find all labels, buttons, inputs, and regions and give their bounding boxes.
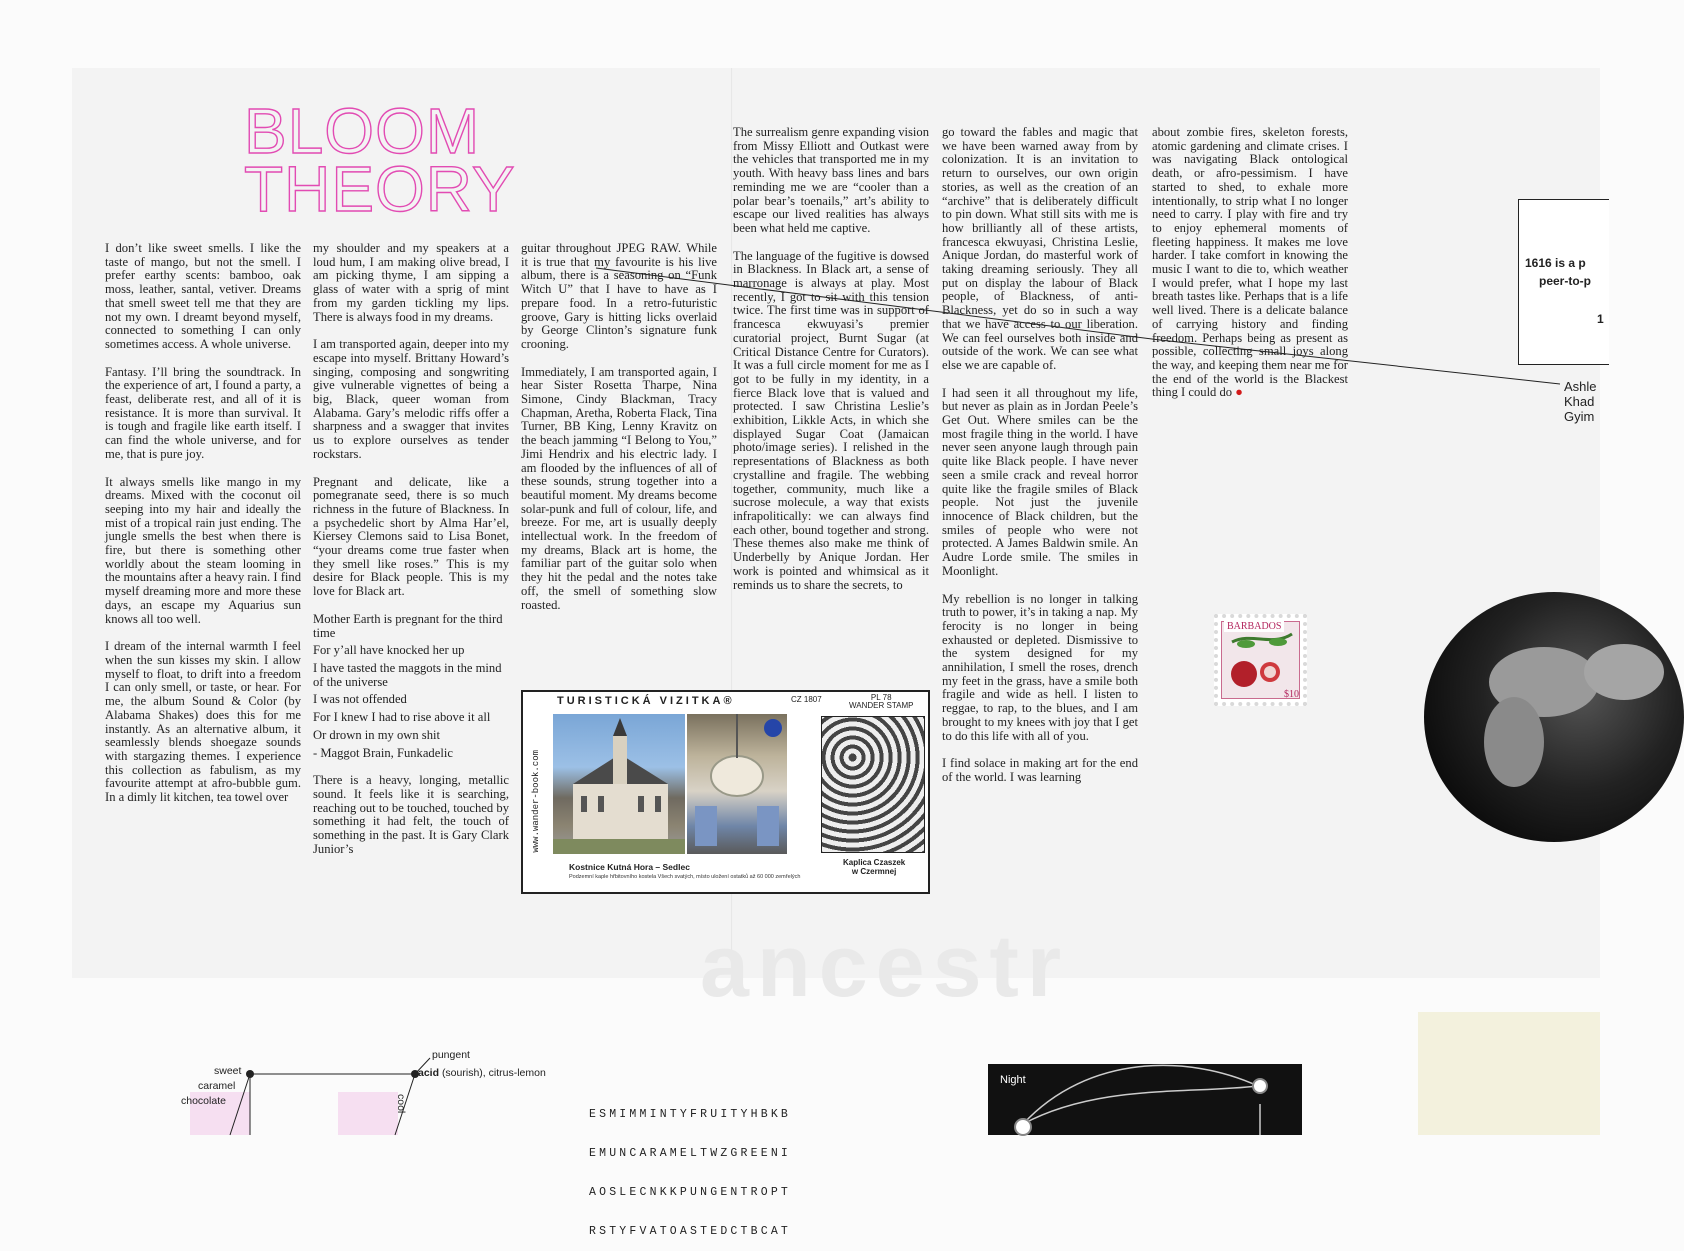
paragraph: The surrealism genre expanding vision from Missy Elliott and Outkast were the vehicles that transported me in my youth. With heavy bass lines and bars reminding me we are “cooler than a polar bear’s toenails,” art’s ability to escape our lived realities has always been what held me captive. <box>733 125 929 235</box>
poem-line: For I knew I had to rise above it all <box>313 710 491 725</box>
side-names <box>1564 379 1597 424</box>
paragraph: I don’t like sweet smells. I like the taste of mango, but not the smell. I prefer earthy scents: bamboo, oak moss, leather, santal, vetiver. Dreams that smell sweet tell me that they are not my own. I dreamt beyond myself, connected to something I can only sometimes access. A whole universe. <box>105 241 301 351</box>
yellow-panel <box>1418 1012 1600 1135</box>
name-line: Ashle <box>1564 379 1597 394</box>
stamp-image <box>1221 621 1300 699</box>
paragraph: Immediately, I am transported again, I hear Sister Rosetta Tharpe, Nina Simone, Cindy Blackman, Tracy Chapman, Aretha, Roberta Flack, Tina Turner, BB King, Lenny Kravitz on the beach jamming “I Belong to You,” Jimi Hendrix and his electric lady. I am flooded by the influences of all of these sounds, strung together into a beautiful moment. My dreams become solar-punk and full of colour, life, and breeze. For me, art is usually deeply intellectual work. In the freedom of my dreams, Black art is home, the familiar part of the guitar solo when they hit the pedal and the notes take off, the smell of something slow roasted. <box>521 364 717 612</box>
word-search-row: AOSLECNKKPUNGENTROPT <box>589 1186 792 1199</box>
title-line-2: THEORY <box>244 153 516 225</box>
word-search-row: RSTYFVATOASTEDCTBCAT <box>589 1225 792 1238</box>
ossuary-photo <box>687 714 787 854</box>
postcard-caption: Kostnice Kutná Hora – Sedlec <box>569 862 690 872</box>
tourist-postcard <box>521 690 930 894</box>
postcard-header <box>523 692 928 710</box>
paragraph: There is a heavy, longing, metallic sound. It feels like it is searching, reaching out to be touched, touched by something it had felt, the touch of something in the past. It is Gary Clark Junior’s <box>313 773 509 856</box>
end-mark-icon: ● <box>1235 385 1243 400</box>
postcard-title: TURISTICKÁ VIZITKA® <box>557 695 735 707</box>
side-info-box <box>1518 199 1609 365</box>
paragraph: My rebellion is no longer in talking truth to power, it’s in taking a nap. My ferocity is no longer in being exhausted or depleted. Dismissive to the system designed for my annihilation, I smell the roses, drench my feet in the grass, have a smile both fragile and wide as hell. I listen to reggae, to rap, to the blues, and I am brought to my knees with joy that I get to do this life with all of you. <box>942 591 1138 743</box>
side-box-line: 1616 is a p <box>1525 256 1586 270</box>
label-acid: acid (sourish), citrus-lemon <box>418 1067 546 1079</box>
label-cool: cool <box>395 1094 407 1114</box>
poem-line: Mother Earth is pregnant for the third time <box>313 611 503 640</box>
side-box-line: peer-to-p <box>1539 274 1591 288</box>
label-caramel: caramel <box>198 1080 236 1092</box>
stamp-value: $10 <box>1284 689 1299 700</box>
cycle-diagram-icon <box>988 1064 1302 1135</box>
church-photo <box>553 714 685 854</box>
chandelier-icon <box>687 714 787 854</box>
label-pungent: pungent <box>432 1049 470 1061</box>
night-diagram-panel <box>988 1064 1302 1135</box>
paragraph: Fantasy. I’ll bring the soundtrack. In the experience of art, I found a party, a feast, deliberate rest, and all of it is resistance. It is more than survival. It is tough and fragile like earth itself. I can find the whole universe, and for me, that is pure joy. <box>105 364 301 461</box>
paragraph: I had seen it all throughout my life, but never as plain as in Jordan Peele’s Get Out. Where smiles can be the most fragile thing in the world. I have never seen anyone laugh through pain quite like Black people. I have never seen a smile crack and reveal horror quite like the fragile smiles of Black people. Not just the juvenile innocence of Black children, but the smiles of people who were not protected. A James Baldwin smile. An Audre Lorde smile. The smiles in Moonlight. <box>942 385 1138 578</box>
paragraph: It always smells like mango in my dreams. Mixed with the coconut oil seeping into my hair and ideally the mist of a tropical rain just ending. The jungle smells the best when there is fire, but there is something other worldly about the steam looming in the mountains after a heavy rain. I find myself dreaming more and more these days, an escape my Aquarius sun knows all too well. <box>105 474 301 626</box>
globe-image <box>1424 592 1684 842</box>
world-map-icon <box>1424 592 1684 842</box>
paragraph: I am transported again, deeper into my escape into myself. Brittany Howard’s singing, composing and songwriting give vulnerable vignettes of being a big, Black, queer woman from Alabama. Gary’s melodic riffs offer a sharpness and a swagger that invites us to explore ourselves as tender rockstars. <box>313 337 509 461</box>
ghost-background-text: ancestr <box>700 916 1070 1015</box>
paragraph: I find solace in making art for the end of the world. I was learning <box>942 756 1138 784</box>
skull-chapel-stamp <box>821 716 925 853</box>
name-line: Khad <box>1564 394 1595 409</box>
postcard-caption-right: Kaplica Czaszek w Czermnej <box>843 858 906 876</box>
poem-line: Or drown in my own shit <box>313 727 440 742</box>
paragraph: guitar throughout JPEG RAW. While it is true that my favourite is his live album, there is a seasoning on “Funk Witch U” that I have to have as I prepare food. In a retro-futuristic groove, Gary is hitting licks overlaid by George Clinton’s signature funk crooning. <box>521 241 717 351</box>
postcard-url: www.wander-book.com <box>531 750 541 853</box>
paragraph: The language of the fugitive is dowsed in Blackness. In Black art, a sense of marronage is always at play. Most recently, I got to sit with this tension twice. The first time was in support of francesca ekwuyasi’s premier curatorial project, Burnt Sugar (at Critical Distance Centre for Curators). It was a full circle moment for me as I got to be fully in my identity, in a fierce Black love that is valued and protected. I saw Christina Leslie’s exhibition, Likkle Acts, in which she displayed Sugar Coat (Jamaican photo/image series). I relished in the representations of Blackness as both crystalline and fragile. The webbing together, community, much like a sucrose molecule, a way that exists infrapolitically: we can always find each other, bound together and strong. These themes also make me think of Underbelly by Anique Jordan. Her work is pointed and whimsical as it reminds us to share the secrets, to <box>733 248 929 592</box>
postcard-caption-small: Podzemní kaple hřbitovního kostela Všech svatých, místo uložení ostatků až 60 000 zemřelých <box>569 874 801 880</box>
flavour-diagram <box>181 1049 560 1135</box>
paragraph: go toward the fables and magic that we have been warned away from by colonization. It is an invitation to return to ourselves, our own origin stories, as well as the creation of an “archive” that is deliberately difficult to pin down. What still sits with me is how brilliantly all of these artists, francesca ekwuyasi, Christina Leslie, Anique Jordan, do masterful work of taking dreaming seriously. They all put on display the labour of Black people, of Blackness, of anti-Blackness, yet do so in such a way that we have access to our liberation. We can feel ourselves both inside and outside of the work. We can see what else we are capable of. <box>942 125 1138 372</box>
label-sweet: sweet <box>214 1065 242 1077</box>
side-box-line: 1 <box>1597 312 1604 326</box>
poem-line: I was not offended <box>313 692 407 707</box>
name-line: Gyim <box>1564 409 1595 424</box>
word-search-grid <box>589 1082 791 1251</box>
poem-line: I have tasted the maggots in the mind of the universe <box>313 660 502 689</box>
label-chocolate: chocolate <box>181 1095 226 1107</box>
stamp-country: BARBADOS <box>1224 621 1284 632</box>
postcard-wander-stamp: PL 78 WANDER STAMP <box>849 693 914 710</box>
poem-attribution: - Maggot Brain, Funkadelic <box>313 745 453 760</box>
word-search-row: EMUNCARAMELTWZGREENI <box>589 1147 792 1160</box>
poem-line: For y’all have knocked her up <box>313 643 465 658</box>
paragraph: I dream of the internal warmth I feel when the sun kisses my skin. I allow myself to float, to drift into a freedom I can only smell, or taste, or hear. For me, the album Sound & Color (by Alabama Shakes) does this for me instantly. As an alternative album, it seamlessly blends shoegaze sounds with stargazing themes. I experience this collection as fabulism, as my favourite attempt at afro-bubble gum. In a dimly lit kitchen, tea towel over <box>105 639 301 805</box>
paragraph-text: about zombie fires, skeleton forests, atomic gardening and climate crises. I was navigating Black ontological death, or afro-pessimism. I have started to shed, to exhale more intentionally, to strip what I no longer need to carry. I play with fire and try to enjoy ephemeral moments of fleeting happiness. It makes me love harder. I take comfort in knowing the music I want to die to, which weather I would prefer, what I hope my last breath tastes like. Perhaps that is a life well lived. There is a delicate balance of carrying history and finding freedom. Perhaps being as present as possible, collecting small joys along the way, and keeping them near me for the end of the world is the Blackest thing I could do <box>1152 125 1348 400</box>
postcard-number: CZ 1807 <box>791 695 822 704</box>
barbados-stamp <box>1214 614 1307 706</box>
night-label: Night <box>1000 1074 1026 1086</box>
title-line-1: BLOOM <box>244 95 481 167</box>
paragraph: Pregnant and delicate, like a pomegranate seed, there is so much richness in the future of Blackness. In a psychedelic short by Alma Har’el, Kiersey Clemons said to Lisa Bonet, “your dreams come true faster when they smell like roses.” This is my desire for Black people. This is my love for Black art. <box>313 474 509 599</box>
paragraph: my shoulder and my speakers at a loud hum, I am making olive bread, I am picking thyme, I am sipping a glass of water with a sprig of mint from my garden tickling my lips. There is always food in my dreams. <box>313 241 509 324</box>
word-search-row: ESMIMMINTYFRUITYHBKB <box>589 1108 792 1121</box>
church-icon <box>553 714 685 854</box>
